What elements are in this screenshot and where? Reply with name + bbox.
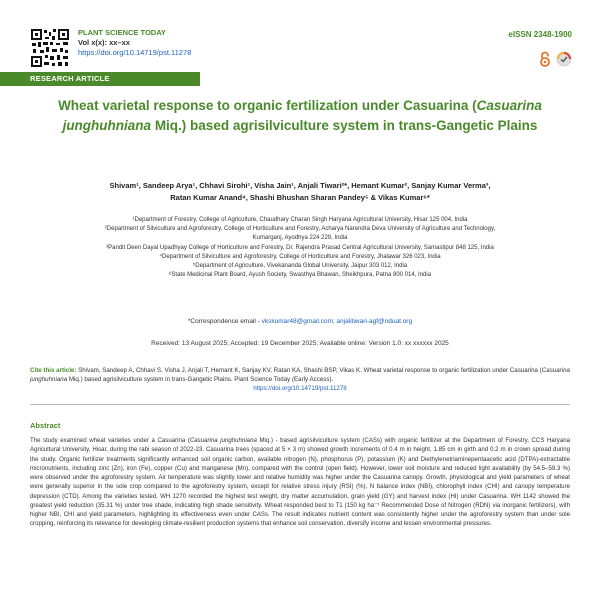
eissn: eISSN 2348-1900	[508, 30, 572, 39]
citation-label: Cite this article:	[30, 367, 77, 374]
check-for-updates-icon[interactable]	[556, 51, 572, 67]
divider	[30, 404, 570, 405]
author-line: Ratan Kumar Anand⁴, Shashi Bhushan Sharan Pandey⁵ & Vikas Kumar⁶*	[170, 193, 430, 202]
affiliation: ³Pandit Deen Dayal Upadhyay College of Horticulture and Forestry, Dr. Rajendra Prasad Central Agricultural University, Samastipur 848 125, India	[106, 244, 494, 251]
affiliations	[40, 216, 560, 280]
abstract-text: The study examined wheat varieties under a Casuarina (Casuarina junghuhniana Miq.) - based agrisilviculture system (CASs) with organic fertilizer at the Department of Forestry, CCS Haryana Agricultural University, Hisar, during the rabi season of 2022-23. Casuarina trees (spaced at 5 × 3 m) showed growth increments of 0.4 m in height, 1.85 cm in girth and 0.2 m in crown spread during the study. Organic fertilizer treatments significantly enhanced soil organic carbon, available nitrogen (N), phosphorus (P), potassium (K) and Diethylenetriaminepentaacetic acid (DTPA)-extractable micronutrients, including zinc (Zn), iron (Fe), copper (Cu) and manganese (Mn), compared with the control (open field). However, lower soil moisture and reduced light availability (by 54.5–59.3 %) were observed under the agroforestry system. Air temperature was slightly lower and relative humidity was higher under the Casuarina canopy. Growth, physiological and yield parameters of wheat were generally superior in the sole crop compared to the agroforestry system, except for relative stress injury (RSI) (%), N balance index (NBI), chlorophyll index (CHI) and canopy temperature depression (CTD). Among the varieties tested, WH 1270 recorded the highest test weight, dry matter accumulation, grain yield (GY) and harvest index (HI) under Casuarina. WH 1142 showed the greatest yield reduction (35.31 %) under tree shade, indicating high shade sensitivity. Wheat responded best to T1 (150 kg ha⁻¹ Recommended Dose of Nitrogen (RDN) via inorganic fertilizers), with higher NBI, CHI and yield parameters, highlighting its effectiveness even under CASs. The result indicates nutrient content was consistently higher under the agroforestry system than under sole cropping, reinforcing its relevance for developing climate-resilient production systems that enhance soil conservation, diversify income and lessen environmental pressures.	[30, 437, 571, 528]
article-dates: Received: 13 August 2025; Accepted: 19 December 2025; Available online: Version 1.0: xx xxxxxx 2025	[151, 340, 449, 347]
affiliation: Kumarganj, Ayodhya 224 229, India	[252, 235, 348, 242]
correspondence	[40, 318, 560, 325]
article-type-banner: RESEARCH ARTICLE	[0, 72, 200, 86]
citation-doi-link[interactable]: https://doi.org/10.14719/pst.11278	[253, 385, 347, 393]
abstract-heading: Abstract	[30, 421, 61, 430]
journal-name: PLANT SCIENCE TODAY	[78, 28, 166, 37]
affiliation: ¹Department of Forestry, College of Agriculture, Chaudhary Charan Singh Haryana Agricultural University, Hisar 125 004, India	[132, 217, 468, 223]
affiliation: ⁴Department of Silviculture and Agroforestry, College of Horticulture and Forestry, Jhalawar 326 023, India	[159, 253, 441, 260]
correspondence-label: *Correspondence email -	[187, 318, 260, 325]
affiliation: ⁶State Medicinal Plant Board, Ayush Society, Swasthya Bhawan, Sheikhpura, Patna 800 014, India	[168, 272, 432, 279]
affiliation: ²Department of Silviculture and Agroforestry, College of Horticulture and Forestry, Acharya Narendra Deva University of Agriculture and Technology,	[104, 226, 496, 233]
header-icons	[538, 51, 572, 67]
author-line: Shivam¹, Sandeep Arya¹, Chhavi Sirohi¹, Visha Jain¹, Anjali Tiwari²*, Hemant Kumar², Sanjay Kumar Verma³,	[109, 181, 491, 190]
qr-code-icon	[30, 28, 70, 68]
citation: Cite this article: Shivam, Sandeep A, Chhavi S, Visha J, Anjali T, Hemant K, Sanjay KV, Ratan KA, Shashi BSP, Vikas K. Wheat varietal response to organic fertilization under Casuarina (Casuarina junghuhniana Miq.) based agrisilviculture system in trans-Gangetic Plains. Plant Science Today (Early Access). https://doi.org/10.14719/pst.11278	[30, 367, 570, 393]
affiliation: ⁵Department of Agriculture, Vivekananda Global University, Jaipur 303 012, India	[192, 263, 408, 270]
journal-doi-link[interactable]: https://doi.org/10.14719/pst.11278	[78, 48, 192, 57]
journal-info	[78, 28, 191, 58]
article-title: Wheat varietal response to organic fertilization under Casuarina (Casuarina junghuhniana Miq.) based agrisilviculture system in trans-Gangetic Plains	[58, 98, 542, 133]
journal-volume: Vol x(x): xx–xx	[78, 38, 130, 47]
correspondence-emails[interactable]: vkskumar48@gmail.com; anjalitiwari-agf@nduat.org	[261, 318, 413, 325]
open-access-icon[interactable]	[538, 51, 552, 67]
author-list	[40, 180, 560, 204]
